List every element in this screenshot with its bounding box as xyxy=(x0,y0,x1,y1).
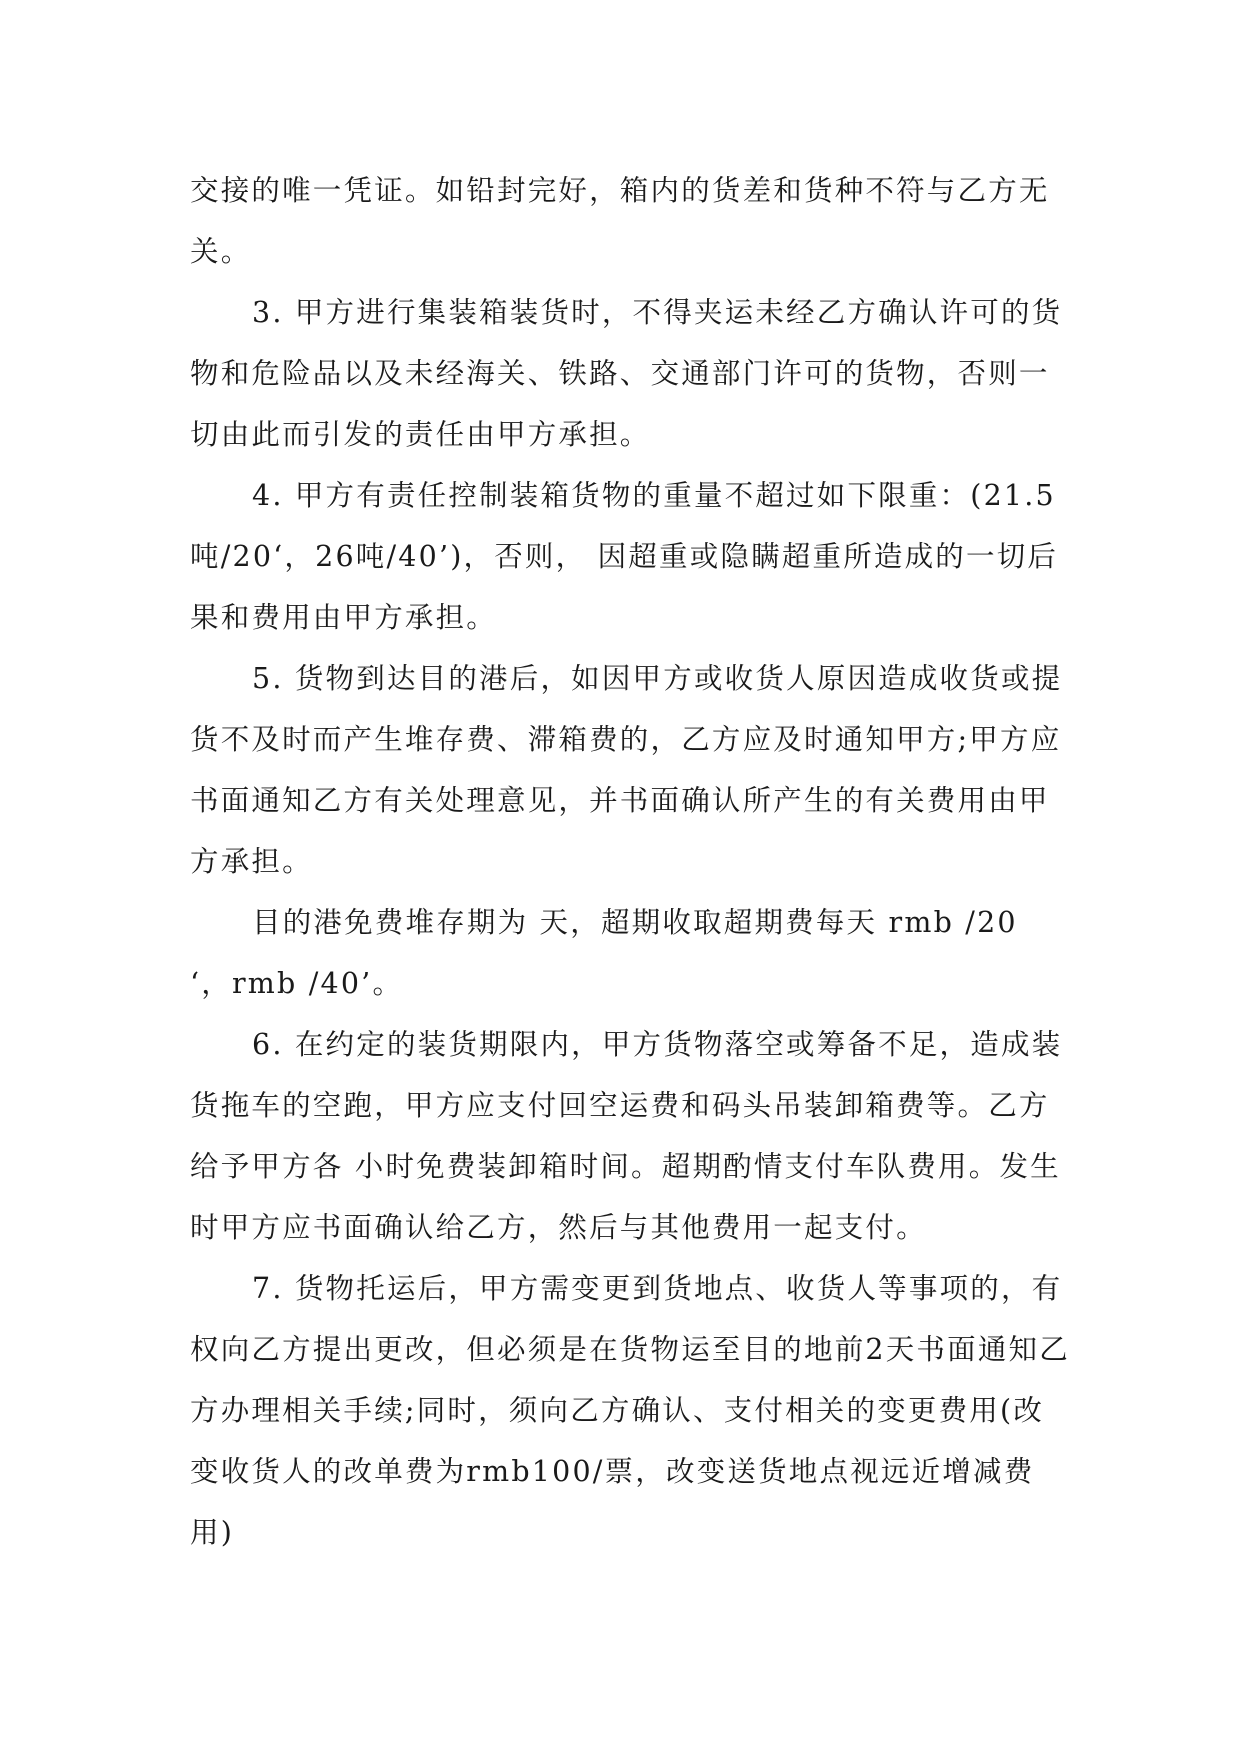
paragraph-free-storage: 目的港免费堆存期为 天，超期收取超期费每天 rmb /20 ‘，rmb /40’。 xyxy=(190,906,1018,1000)
paragraph-continuation: 交接的唯一凭证。如铅封完好，箱内的货差和货种不符与乙方无关。 xyxy=(190,174,1050,268)
paragraph-clause-3: 3. 甲方进行集装箱装货时，不得夹运未经乙方确认许可的货物和危险品以及未经海关、铁路、交通部门许可的货物，否则一切由此而引发的责任由甲方承担。 xyxy=(190,296,1063,451)
paragraph-clause-6: 6. 在约定的装货期限内，甲方货物落空或筹备不足，造成装货拖车的空跑，甲方应支付回空运费和码头吊装卸箱费等。乙方给予甲方各 小时免费装卸箱时间。超期酌情支付车队费用。发生时甲方应书面确认给乙方，然后与其他费用一起支付。 xyxy=(190,1028,1063,1244)
document-body xyxy=(190,160,1070,1563)
paragraph-clause-4: 4. 甲方有责任控制装箱货物的重量不超过如下限重：(21.5吨/20‘，26吨/40’)，否则， 因超重或隐瞒超重所造成的一切后果和费用由甲方承担。 xyxy=(190,479,1059,634)
paragraph-clause-5: 5. 货物到达目的港后，如因甲方或收货人原因造成收货或提货不及时而产生堆存费、滞箱费的，乙方应及时通知甲方;甲方应书面通知乙方有关处理意见，并书面确认所产生的有关费用由甲方承担。 xyxy=(190,662,1063,878)
paragraph-clause-7: 7. 货物托运后，甲方需变更到货地点、收货人等事项的，有权向乙方提出更改，但必须是在货物运至目的地前2天书面通知乙方办理相关手续;同时，须向乙方确认、支付相关的变更费用(改变收货人的改单费为rmb100/票，改变送货地点视远近增减费用) xyxy=(190,1272,1070,1549)
